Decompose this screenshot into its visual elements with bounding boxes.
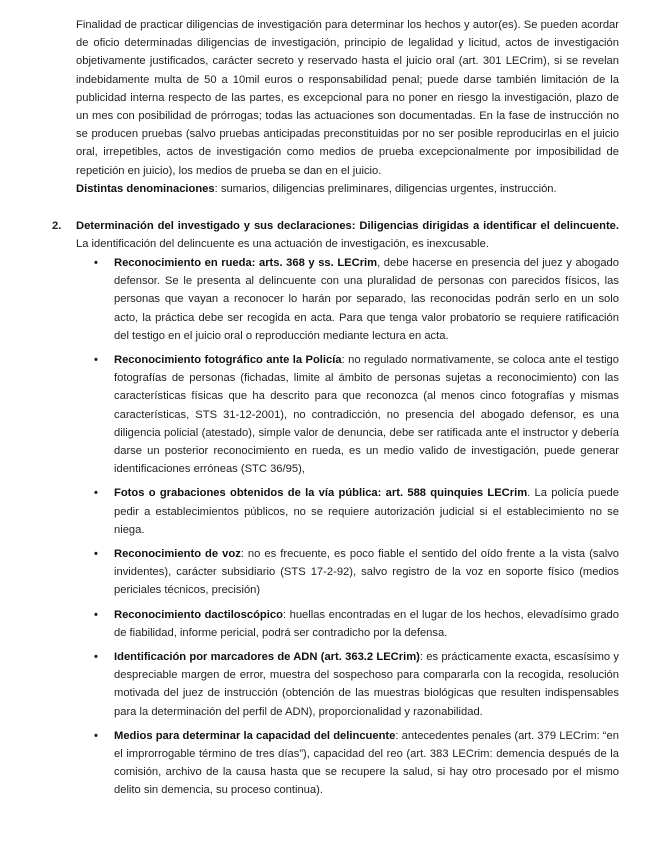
bullet-icon: • [94, 729, 98, 742]
list-item-body: : huellas encontradas en el lugar de los hechos, elevadísimo grado de fiabilidad, informe pericial, podrá ser contradicho por la defensa. [114, 608, 619, 639]
list-item-title: Reconocimiento de voz [114, 548, 241, 561]
list-item [94, 727, 619, 800]
list-item-text [114, 484, 619, 539]
list-item-title: Reconocimiento dactiloscópico [114, 608, 283, 621]
section-2-paragraph [76, 217, 619, 253]
list-item [94, 254, 619, 345]
list-item-body: . La policía puede pedir a establecimientos públicos, no se requiere autorización judicial si el establecimiento no se niega. [114, 487, 619, 536]
list-item [94, 545, 620, 600]
list-item-text [114, 254, 619, 345]
list-item [94, 606, 619, 642]
list-item [94, 351, 619, 478]
list-item-title: Reconocimiento fotográfico ante la Policía [114, 354, 342, 367]
list-item-title: Identificación por marcadores de ADN (art. 363.2 LECrim) [114, 651, 420, 664]
list-item-text [114, 351, 619, 478]
denominations-line [76, 180, 619, 198]
bullet-icon: • [94, 608, 98, 621]
denominations-text: : sumarios, diligencias preliminares, diligencias urgentes, instrucción. [214, 182, 557, 195]
intro-block [76, 16, 619, 198]
bullet-icon: • [94, 548, 98, 561]
section-2-number: 2. [52, 220, 62, 232]
list-item-text [114, 606, 619, 642]
intro-paragraph: Finalidad de practicar diligencias de investigación para determinar los hechos y autor(es). Se pueden acordar de oficio determinadas diligencias de investigación, principio de legalidad y licitud, actos de investigación objetivamente justificados, carácter secreto y reservado hasta el juicio oral (art. 301 LECrim), si se revelan indebidamente multa de 50 a 10mil euros o responsabilidad penal; puede darse también limitación de la publicidad interna respecto de las partes, es excepcional para no poner en riesgo la investigación, plazo de un mes con posibilidad de prórrogas; todas las actuaciones son documentadas. En la fase de instrucción no se producen pruebas (salvo pruebas anticipadas preconstituidas por no ser posible reproducirlas en el juicio oral, irrepetibles, actos de investigación como medios de prueba excepcionalmente por imposibilidad de repetición en juicio), los medios de prueba se dan en el juicio. [76, 19, 619, 177]
list-item-text [114, 545, 619, 600]
list-item-body: : no es frecuente, es poco fiable el sentido del oído frente a la vista (salvo invidentes), carácter subsidiario (STS 17-2-92), salvo registro de la voz en soporte físico (medios periciales técnicos, precisión) [114, 548, 620, 597]
list-item-text [114, 727, 619, 800]
bullet-icon: • [94, 487, 98, 500]
list-item-body: : es prácticamente exacta, escasísimo y despreciable margen de error, muestra del sospechoso para compararla con la recogida, resolución motivada del juez de instrucción (obtención de las muestras biológicas que resulten indispensables para la determinación del perfil de ADN), proporcionalidad y razonabilidad. [114, 651, 619, 718]
denominations-label: Distintas denominaciones [76, 182, 215, 195]
section-2 [52, 217, 619, 253]
list-item-text [114, 648, 619, 721]
list-item-title: Medios para determinar la capacidad del delincuente [114, 729, 396, 742]
bullet-icon: • [94, 651, 98, 664]
list-item [94, 484, 619, 539]
bullet-list [94, 254, 620, 806]
list-item-body: , debe hacerse en presencia del juez y abogado defensor. Se le presenta al delincuente con una pluralidad de personas con parecidos físicos, las personas que vayan a reconocer lo harán por separado, las reconocidas podrán serlo en un solo acto, la práctica debe ser recogida en acta. Para que tenga valor probatorio se requiere ratificación del testigo en el juicio oral o reproducción mediante lectura en acta. [114, 257, 619, 342]
section-2-text: La identificación del delincuente es una actuación de investigación, es inexcusable. [76, 238, 489, 251]
list-item-body: : no regulado normativamente, se coloca ante el testigo fotografías de personas (fichadas, limite al ámbito de personas sujetas a reconocimiento) con las características físicas que ha descrito para que reconozca (al menos cinco fotografías y mismas características, STS 31-12-2001), no contradicción, no presencia del abogado defensor, es una diligencia policial (atestado), simple valor de denuncia, debe ser ratificada ante el instructor y debería darse un posterior reconocimiento en rueda, es un medio valido de investigación, puede generar identificaciones erróneas (STC 36/95), [114, 354, 619, 476]
list-item-title: Fotos o grabaciones obtenidos de la vía pública: art. 588 quinquies LECrim [114, 487, 528, 500]
list-item-body: : antecedentes penales (art. 379 LECrim: “en el improrrogable término de tres días”), capacidad del reo (art. 383 LECrim: demencia después de la comisión, archivo de la causa hasta que se recupere la salud, si hay otro procesado por el mismo delito sin demencia, su proceso continua). [114, 729, 619, 797]
bullet-icon: • [94, 354, 98, 367]
bullet-icon: • [94, 257, 98, 269]
section-2-heading: Determinación del investigado y sus declaraciones: Diligencias dirigidas a identificar el delincuente. [76, 220, 619, 232]
list-item-title: Reconocimiento en rueda: arts. 368 y ss. LECrim [114, 257, 378, 269]
list-item [94, 648, 619, 721]
